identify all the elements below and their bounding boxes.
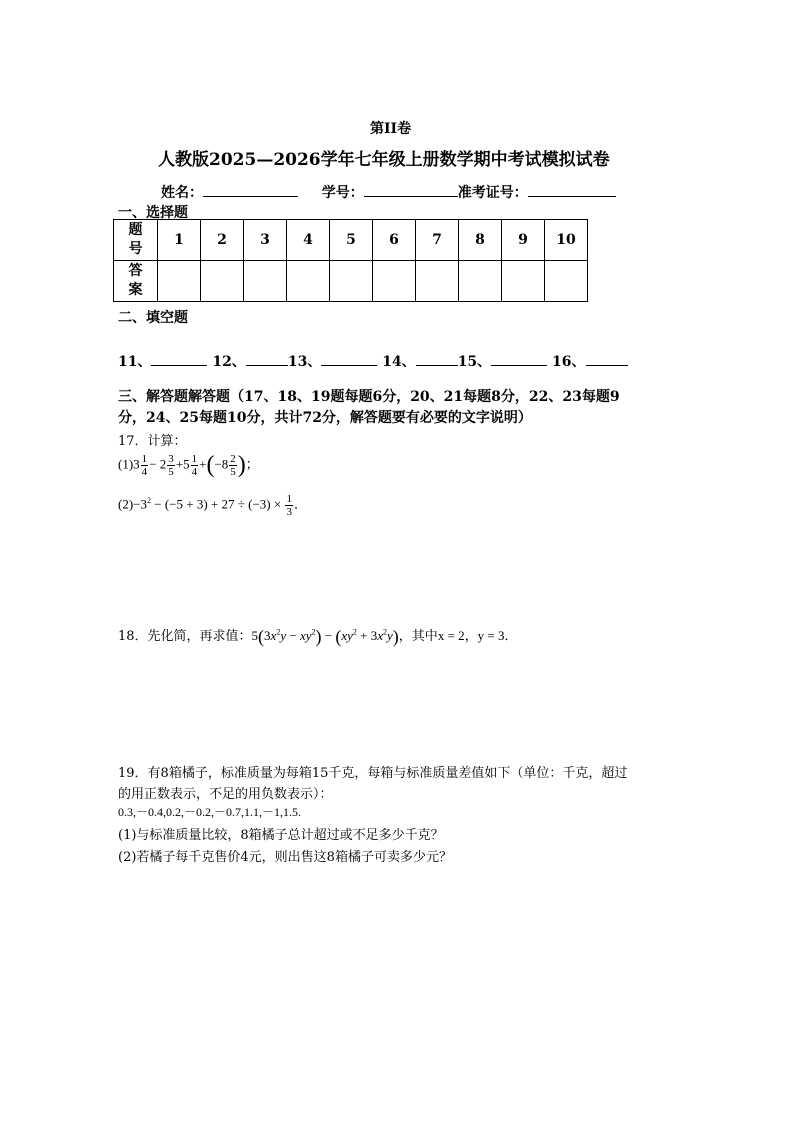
q17-label: 17．计算： xyxy=(118,434,187,449)
blank-15[interactable] xyxy=(491,351,547,366)
question-number: 9 xyxy=(502,220,545,261)
blank-12-label: 12、 xyxy=(212,354,246,370)
row-header-answer: 答 案 xyxy=(114,261,158,302)
q18-expression: $5(3x^2y - xy^2) - (xy^2 + 3x^2y)$ xyxy=(251,626,399,647)
name-label: 姓名： xyxy=(161,185,203,201)
question-number: 8 xyxy=(459,220,502,261)
blank-14[interactable] xyxy=(416,351,458,366)
volume-label: 第II卷 xyxy=(370,121,412,137)
answer-cell[interactable] xyxy=(416,261,459,302)
blank-13-label: 13、 xyxy=(287,354,322,370)
question-number: 2 xyxy=(201,220,244,261)
question-number: 3 xyxy=(244,220,287,261)
q19-question1: (1)与标准质量比较，8箱橘子总计超过或不足多少千克？ xyxy=(118,828,444,843)
answer-cell[interactable] xyxy=(502,261,545,302)
q17-part1: (1)3 $\frac{1}{4}$ − 2 $\frac{3}{5}$ +5 $\frac{1}{4}$ +(−8 $\frac{2}{5}$ )； xyxy=(118,452,259,478)
student-info xyxy=(161,182,616,202)
section3-heading-line2: 分，24、25每题10分，共计72分，解答题要有必要的文字说明） xyxy=(118,410,532,426)
q19-line2: 的用正数表示，不足的用负数表示）： xyxy=(118,787,333,802)
answer-cell[interactable] xyxy=(545,261,588,302)
question-number: 5 xyxy=(330,220,373,261)
exam-number-blank[interactable] xyxy=(528,182,616,197)
q18-label: 18．先化简，再求值： xyxy=(118,629,252,644)
blank-13[interactable] xyxy=(321,351,377,366)
answer-cell[interactable] xyxy=(330,261,373,302)
question-number: 1 xyxy=(158,220,201,261)
blank-11-label: 11、 xyxy=(118,354,152,370)
q19-question2: (2)若橘子每千克售价4元，则出售这8箱橘子可卖多少元？ xyxy=(118,850,452,865)
blank-16-label: 16、 xyxy=(552,354,586,370)
blank-11[interactable] xyxy=(151,351,207,366)
blank-15-label: 15、 xyxy=(457,354,492,370)
section2-heading: 二、填空题 xyxy=(118,310,188,326)
table-row xyxy=(114,220,588,261)
section1-heading: 一、选择题 xyxy=(118,205,188,221)
q18: 18．先化简，再求值：$5(3x^2y - xy^2) - (xy^2 + 3x^2y)$，其中x = 2，y = 3． xyxy=(118,626,518,647)
id-label: 学号： xyxy=(321,185,364,201)
q19-line1: 19．有8箱橘子，标准质量为每箱15千克，每箱与标准质量差值如下（单位：千克，超过 xyxy=(118,766,628,781)
section3-heading-line1: 三、解答题解答题（17、18、19题每题6分，20、21每题8分，22、23每题9 xyxy=(118,389,620,405)
blank-14-label: 14、 xyxy=(382,354,416,370)
answer-cell[interactable] xyxy=(244,261,287,302)
fill-blanks-row xyxy=(118,351,628,371)
row-header-question: 题 号 xyxy=(114,220,158,261)
answer-table xyxy=(113,219,588,302)
question-number: 4 xyxy=(287,220,330,261)
question-number: 10 xyxy=(545,220,588,261)
question-number: 7 xyxy=(416,220,459,261)
answer-cell[interactable] xyxy=(158,261,201,302)
id-blank[interactable] xyxy=(364,182,458,197)
exam-number-label: 准考证号： xyxy=(457,185,528,201)
answer-cell[interactable] xyxy=(459,261,502,302)
blank-16[interactable] xyxy=(586,351,628,366)
exam-title: 人教版2025—2026学年七年级上册数学期中考试模拟试卷 xyxy=(158,150,610,170)
q17-part2: $(2)-3^2 - (-5 + 3) + 27 \div (-3)$ × $\frac{1}{3}$ ． xyxy=(118,493,307,518)
answer-cell[interactable] xyxy=(287,261,330,302)
name-blank[interactable] xyxy=(203,182,298,197)
question-number: 6 xyxy=(373,220,416,261)
blank-12[interactable] xyxy=(246,351,288,366)
q19-data: 0.3,－0.4,0.2,－0.2,－0.7,1.1,－1,1.5. xyxy=(118,805,302,819)
answer-cell[interactable] xyxy=(373,261,416,302)
answer-cell[interactable] xyxy=(201,261,244,302)
table-row xyxy=(114,261,588,302)
